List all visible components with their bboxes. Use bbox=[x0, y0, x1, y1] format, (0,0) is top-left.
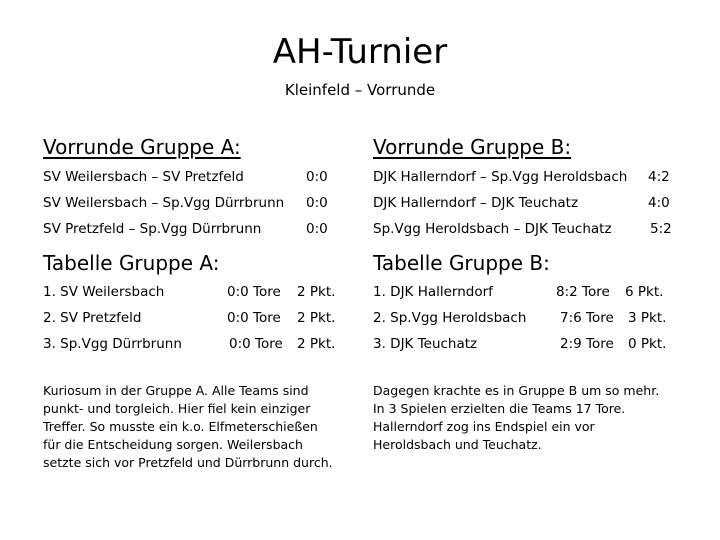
group-a-table-points-2: 2 Pkt. bbox=[297, 310, 336, 326]
group-a-match-2: SV Weilersbach – Sp.Vgg Dürrbrunn bbox=[43, 195, 285, 211]
page-subtitle: Kleinfeld – Vorrunde bbox=[284, 81, 436, 99]
group-a-table-points-3: 2 Pkt. bbox=[297, 336, 336, 352]
group-b-table-points-3: 0 Pkt. bbox=[628, 336, 667, 352]
group-a-match-1: SV Weilersbach – SV Pretzfeld bbox=[43, 169, 244, 185]
group-b-note-line: Hallerndorf zog ins Endspiel ein vor bbox=[373, 419, 595, 434]
page-title: AH-Turnier bbox=[272, 32, 448, 72]
group-b-note bbox=[373, 382, 693, 454]
group-b-table-team-2: 2. Sp.Vgg Heroldsbach bbox=[373, 310, 527, 326]
group-b-match-1: DJK Hallerndorf – Sp.Vgg Heroldsbach bbox=[373, 169, 628, 185]
group-b-score-3: 5:2 bbox=[650, 221, 672, 237]
group-a-table-goals-2: 0:0 Tore bbox=[227, 310, 281, 326]
group-a-note-line: setzte sich vor Pretzfeld und Dürrbrunn durch. bbox=[43, 455, 333, 470]
group-a-note-line: Kuriosum in der Gruppe A. Alle Teams sind bbox=[43, 383, 309, 398]
group-a-table-goals-3: 0:0 Tore bbox=[229, 336, 283, 352]
group-a-match-3: SV Pretzfeld – Sp.Vgg Dürrbrunn bbox=[43, 221, 262, 237]
group-a-table-team-2: 2. SV Pretzfeld bbox=[43, 310, 142, 326]
group-a-table-heading: Tabelle Gruppe A: bbox=[43, 251, 220, 275]
group-a-note-line: punkt- und torgleich. Hier fiel kein einziger bbox=[43, 401, 311, 416]
group-b-table-heading: Tabelle Gruppe B: bbox=[373, 251, 550, 275]
group-a-score-1: 0:0 bbox=[306, 169, 328, 185]
group-b-note-line: Heroldsbach und Teuchatz. bbox=[373, 437, 542, 452]
group-a-table-team-1: 1. SV Weilersbach bbox=[43, 284, 165, 300]
group-a-table-team-3: 3. Sp.Vgg Dürrbrunn bbox=[43, 336, 182, 352]
group-b-heading: Vorrunde Gruppe B: bbox=[373, 135, 572, 159]
group-b-table-goals-2: 7:6 Tore bbox=[560, 310, 614, 326]
group-b-match-3: Sp.Vgg Heroldsbach – DJK Teuchatz bbox=[373, 221, 612, 237]
group-a-score-2: 0:0 bbox=[306, 195, 328, 211]
group-b-note-line: In 3 Spielen erzielten die Teams 17 Tore. bbox=[373, 401, 626, 416]
group-a-note bbox=[43, 382, 363, 472]
group-a-table-goals-1: 0:0 Tore bbox=[227, 284, 281, 300]
group-a-score-3: 0:0 bbox=[306, 221, 328, 237]
group-b-match-2: DJK Hallerndorf – DJK Teuchatz bbox=[373, 195, 579, 211]
group-b-table-goals-3: 2:9 Tore bbox=[560, 336, 614, 352]
group-a-note-line: für die Entscheidung sorgen. Weilersbach bbox=[43, 437, 303, 452]
group-b-table-points-1: 6 Pkt. bbox=[625, 284, 664, 300]
group-a-heading: Vorrunde Gruppe A: bbox=[43, 135, 241, 159]
group-b-table-team-1: 1. DJK Hallerndorf bbox=[373, 284, 493, 300]
group-b-table-team-3: 3. DJK Teuchatz bbox=[373, 336, 478, 352]
group-a-table-points-1: 2 Pkt. bbox=[297, 284, 336, 300]
group-b-table-points-2: 3 Pkt. bbox=[628, 310, 667, 326]
group-a-note-line: Treffer. So musste ein k.o. Elfmeterschießen bbox=[43, 419, 318, 434]
group-b-score-1: 4:2 bbox=[648, 169, 670, 185]
group-b-note-line: Dagegen krachte es in Gruppe B um so mehr. bbox=[373, 383, 660, 398]
group-b-table-goals-1: 8:2 Tore bbox=[556, 284, 610, 300]
group-b-score-2: 4:0 bbox=[648, 195, 670, 211]
